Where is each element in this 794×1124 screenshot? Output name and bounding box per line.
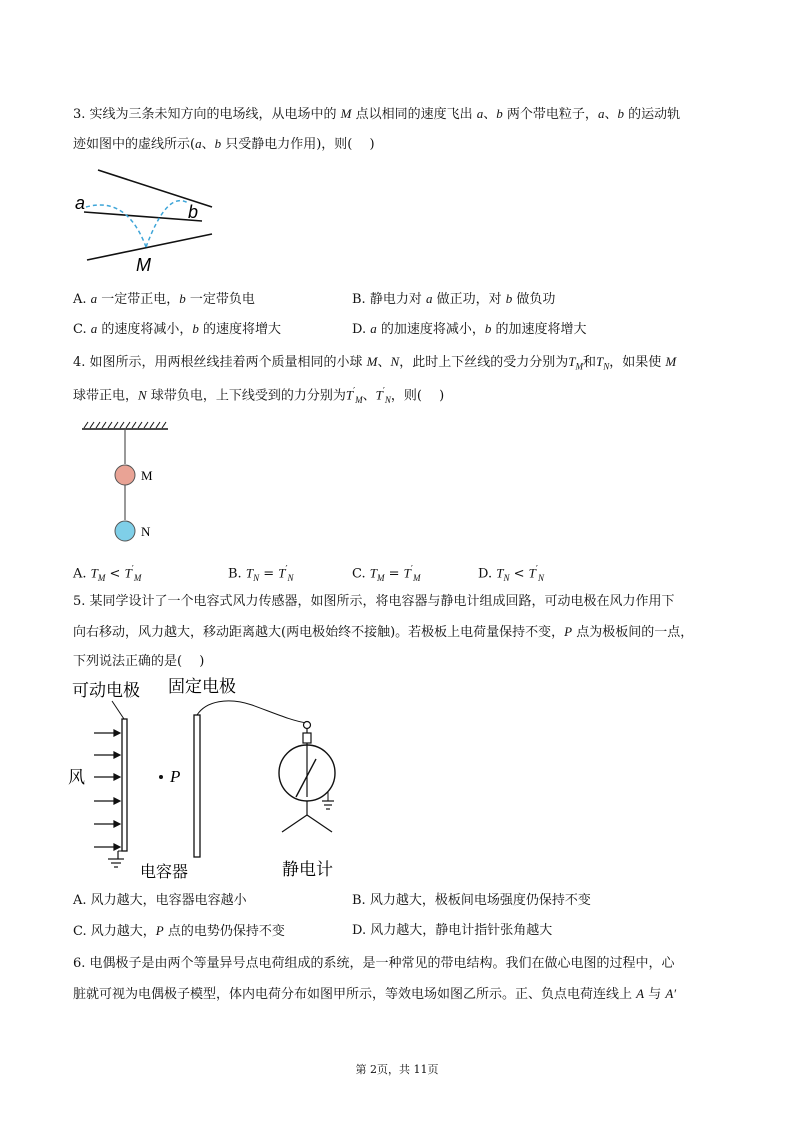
- label-movable-electrode: 可动电极: [72, 681, 140, 700]
- label-P: P: [170, 767, 181, 786]
- q3-field-line-figure: [70, 165, 220, 275]
- movable-plate: [122, 719, 127, 851]
- label-fixed-electrode: 固定电极: [168, 677, 236, 696]
- q5-option-B[interactable]: B. 风力越大，极板间电场强度仍保持不变: [352, 893, 591, 908]
- q3-option-D[interactable]: D. a 的加速度将减小，b 的加速度将增大: [352, 321, 587, 337]
- electrometer-needle: [296, 759, 316, 797]
- trajectory-a: [86, 205, 146, 247]
- electrometer-terminal: [304, 722, 311, 729]
- page-footer: 第 2页，共 11页: [355, 1063, 439, 1076]
- field-line-middle: [84, 212, 202, 221]
- q3-option-C[interactable]: C. a 的速度将减小，b 的速度将增大: [73, 321, 282, 337]
- fixed-plate: [194, 715, 200, 857]
- label-electrometer: 静电计: [282, 860, 333, 879]
- label-b: b: [188, 202, 199, 222]
- q4-option-A[interactable]: A. $T_M < T'_M$: [73, 565, 142, 583]
- q5-option-A[interactable]: A. 风力越大，电容器电容越小: [73, 893, 247, 908]
- ball-M: [115, 465, 135, 485]
- label-N: N: [141, 524, 151, 539]
- ground-symbol-right: [322, 801, 334, 809]
- q5-sensor-figure: [60, 675, 400, 885]
- q3-option-B[interactable]: B. 静电力对 a 做正功，对 b 做负功: [352, 291, 556, 307]
- q3-line2: 迹如图中的虚线所示(a、b 只受静电力作用)，则( ): [73, 136, 375, 152]
- label-M: M: [136, 255, 151, 275]
- electrometer-leg-left: [282, 815, 307, 832]
- electrometer-leg-right: [307, 815, 332, 832]
- electrometer-insulator: [303, 733, 311, 743]
- connecting-wire: [197, 701, 307, 723]
- q4-option-C[interactable]: C. $T_M = T'_M$: [352, 565, 421, 583]
- label-a: a: [75, 193, 86, 213]
- q4-option-D[interactable]: D. $T_N < T'_N$: [478, 565, 544, 583]
- label-capacitor: 电容器: [140, 864, 189, 881]
- q5-option-C[interactable]: C. 风力越大，P 点的电势仍保持不变: [73, 923, 285, 939]
- q6-line2: 脏就可视为电偶极子模型，体内电荷分布如图甲所示，等效电场如图乙所示。正、负点电荷连线上 A 与 A′: [73, 986, 677, 1002]
- movable-label-leader: [112, 701, 124, 719]
- wind-arrows: [94, 730, 120, 850]
- q4-option-B[interactable]: B. $T_N = T'_N$: [228, 565, 294, 583]
- q5-line2: 向右移动，风力越大，移动距离越大(两电极始终不接触)。若极板上电荷量保持不变，P 点为极板间的一点，: [73, 624, 694, 640]
- q4-line2: 球带正电，N 球带负电，上下线受到的力分别为$T'_M$、$T'_N$，则( ): [73, 387, 445, 405]
- point-P-dot: [159, 775, 163, 779]
- q4-pendulum-figure: [78, 420, 198, 550]
- q3-line1: 3. 实线为三条未知方向的电场线，从电场中的 M 点以相同的速度飞出 a、b 两个带电粒子，a、b 的运动轨: [73, 106, 681, 122]
- label-wind: 风: [68, 768, 85, 787]
- ceiling-hatch: [84, 422, 166, 428]
- label-M: M: [141, 468, 153, 483]
- q6-line1: 6. 电偶极子是由两个等量异号点电荷组成的系统，是一种常见的带电结构。我们在做心电图的过程中，心: [73, 956, 675, 971]
- q5-line1: 5. 某同学设计了一个电容式风力传感器，如图所示，将电容器与静电计组成回路，可动电极在风力作用下: [73, 594, 675, 609]
- ball-N: [115, 521, 135, 541]
- ground-symbol-left: [108, 851, 124, 867]
- q3-option-A[interactable]: A. a 一定带正电，b 一定带负电: [73, 291, 255, 307]
- q5-line3: 下列说法正确的是( ): [73, 654, 205, 669]
- q4-line1: 4. 如图所示，用两根丝线挂着两个质量相同的小球 M、N，此时上下丝线的受力分别为$T_M$和$T_N$，如果使 M: [73, 354, 677, 372]
- q5-option-D[interactable]: D. 风力越大，静电计指针张角越大: [352, 923, 553, 938]
